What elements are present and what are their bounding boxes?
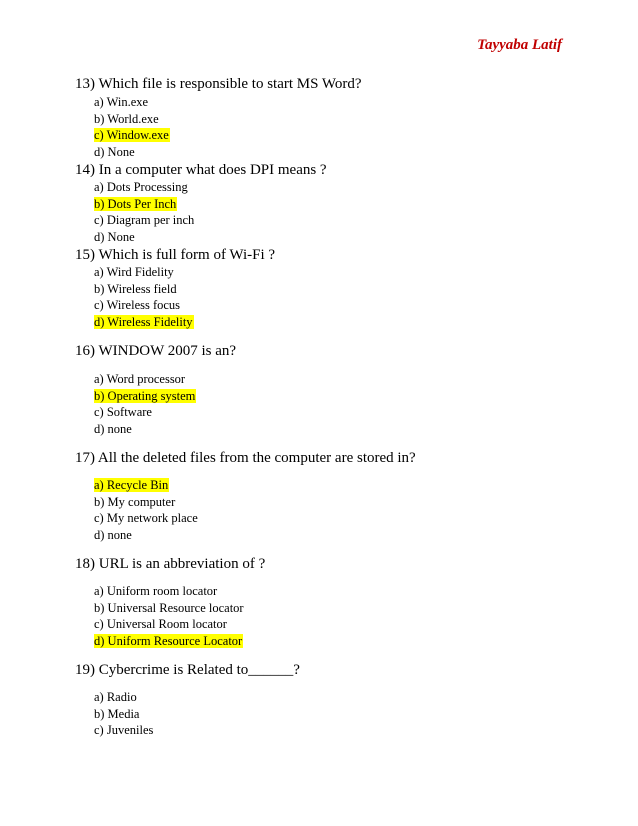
option-item: a) Win.exe [94,95,149,109]
option-item: a) Uniform room locator [94,584,218,598]
option-item: d) none [94,421,132,436]
question-14-options [94,179,195,245]
option-item: c) Wireless focus [94,298,181,313]
question-13-options [94,94,170,160]
option-item: b) World.exe [94,111,159,126]
option-item: a) Word processor [94,372,186,386]
option-item: b) Universal Resource locator [94,600,244,615]
option-item: b) Media [94,706,140,721]
author-name: Tayyaba Latif [477,37,562,53]
question-17: 17) All the deleted files from the computer are stored in? [75,450,416,466]
option-item: c) Diagram per inch [94,213,195,228]
question-15: 15) Which is full form of Wi-Fi ? [75,247,276,263]
option-item: a) Wird Fidelity [94,265,174,279]
option-item: b) Wireless field [94,281,177,296]
option-item: c) Universal Room locator [94,617,227,632]
option-item: d) Uniform Resource Locator [94,633,243,648]
question-16: 16) WINDOW 2007 is an? [75,343,237,359]
option-item: b) Dots Per Inch [94,196,177,211]
question-18: 18) URL is an abbreviation of ? [75,556,266,572]
option-item: c) My network place [94,511,198,526]
option-item: a) Dots Processing [94,180,188,194]
option-item: c) Software [94,405,152,420]
question-17-options [94,477,199,543]
question-19-options [94,689,154,739]
question-19: 19) Cybercrime is Related to______? [75,662,300,678]
option-item: d) None [94,229,135,244]
option-item: d) Wireless Fidelity [94,314,193,329]
question-14: 14) In a computer what does DPI means ? [75,162,327,178]
question-18-options [94,583,245,649]
option-item: b) Operating system [94,388,196,403]
option-item: d) none [94,527,132,542]
option-item: b) My computer [94,494,176,509]
question-13: 13) Which file is responsible to start MS Word? [75,76,362,92]
option-item: a) Recycle Bin [94,478,169,492]
question-16-options [94,371,196,437]
option-item: a) Radio [94,690,137,704]
option-item: c) Window.exe [94,128,169,143]
option-item: d) None [94,144,135,159]
question-15-options [94,264,194,330]
option-item: c) Juveniles [94,723,154,738]
